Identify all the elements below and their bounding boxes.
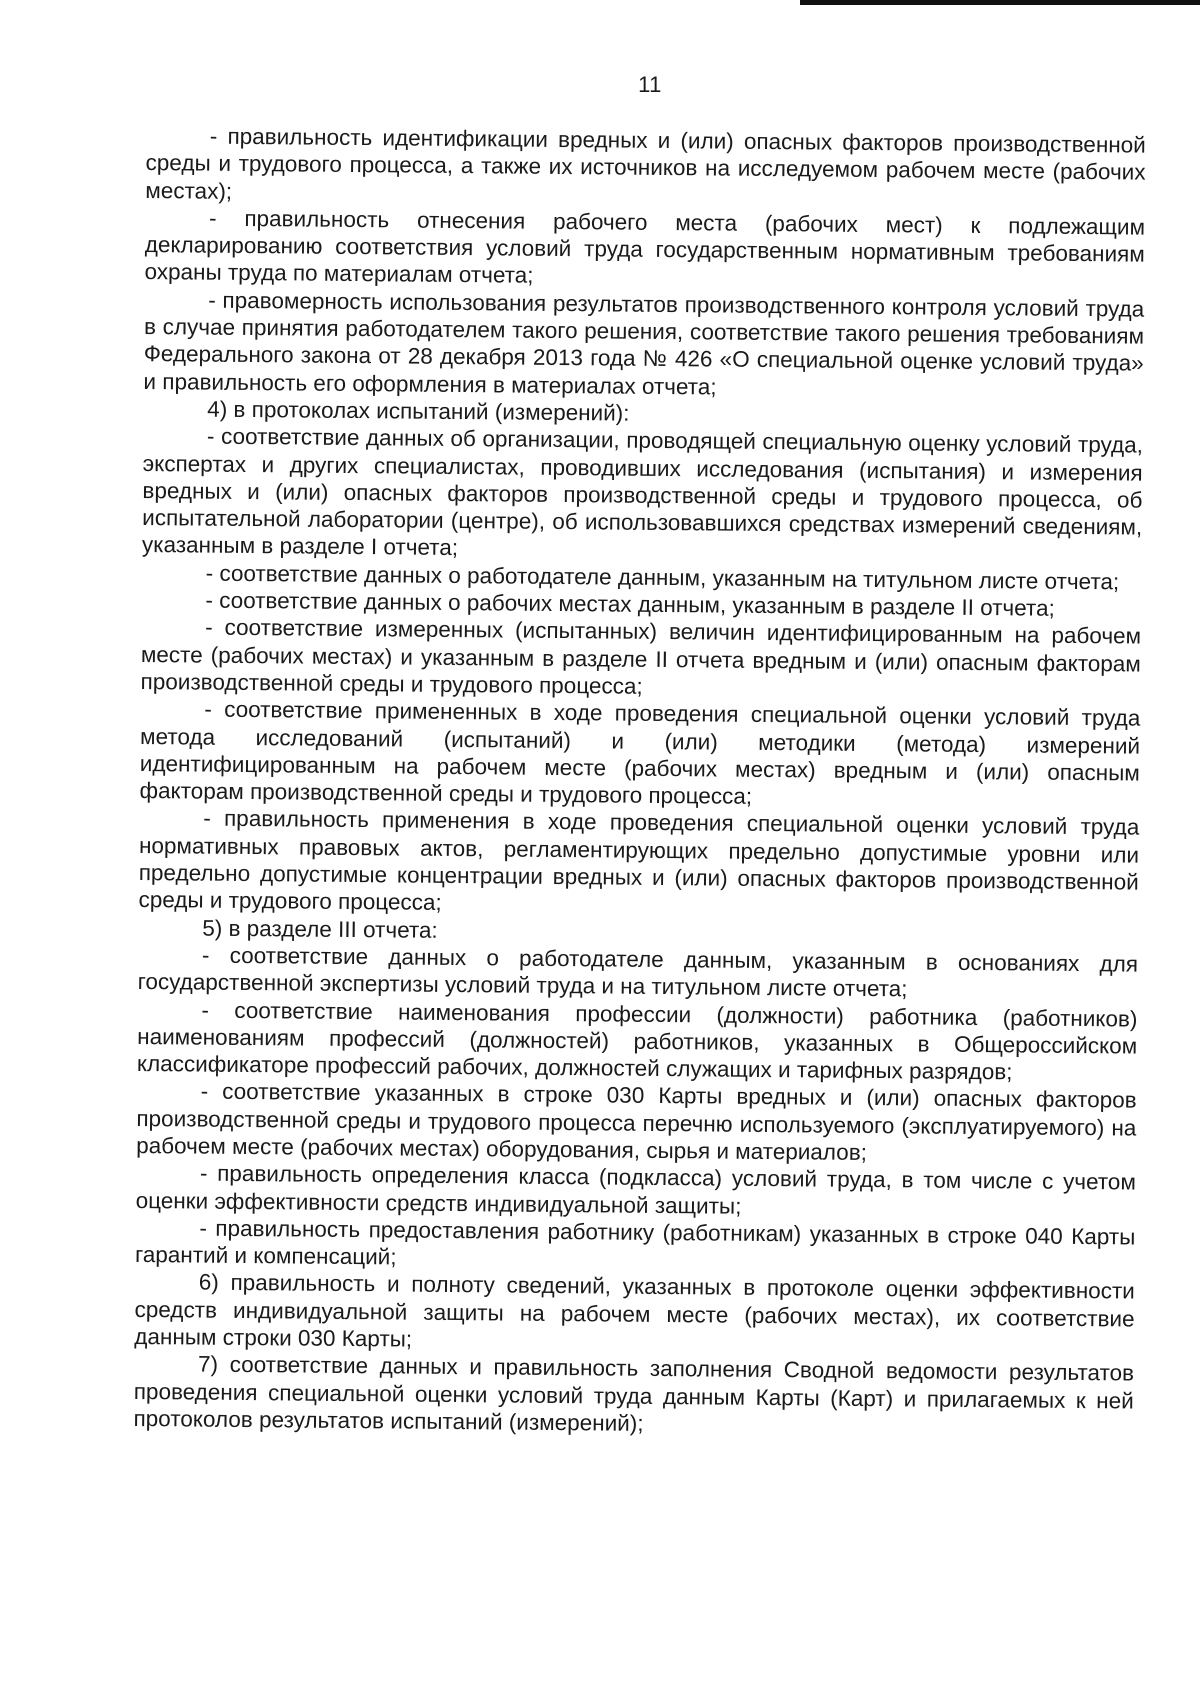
paragraph: - правильность отнесения рабочего места (рабочих мест) к подлежащим декларированию соответствия условий труда государственным нормативным требованиям охраны труда по материалам отчета; [144, 205, 1146, 289]
paragraph: - соответствие данных о работодателе данным, указанным на титульном листе отчета; [205, 560, 1120, 595]
paragraph: - правильность определения класса (подкласса) условий труда, в том числе с учетом оценки эффективности средств индивидуальной защиты; [135, 1160, 1136, 1219]
paragraph: - правильность применения в ходе проведения специальной оценки условий труда нормативных правовых актов, регламентирующих предельно допустимые уровни или предельно допустимые концентрации вредных и (или) опасных факторов производственной среды и трудового процесса; [138, 806, 1140, 916]
paragraph: - соответствие измеренных (испытанных) величин идентифицированным на рабочем месте (рабочих местах) и указанным в разделе II отчета вредным и (или) опасным факторам производственной среды и трудового процесса; [140, 614, 1142, 699]
paragraph: - соответствие примененных в ходе проведения специальной оценки условий труда метода исследований (испытаний) и (или) методики (метода) измерений идентифицированным на рабочем месте (рабочих местах) вредным и (или) опасным факторам производственной среды и трудового процесса; [139, 696, 1141, 809]
paragraph: - соответствие данных об организации, проводящей специальную оценку условий труда, экспертах и других специалистах, проводивших исследования (испытания) и измерения вредных и (или) опасных факторов производственной среды и трудового процесса, об испытательной лаборатории (центре), об использовавшихся средствах измерений сведениям, указанным в разделе I отчета; [141, 423, 1144, 561]
paragraph: - соответствие указанных в строке 030 Карты вредных и (или) опасных факторов производственной среды и трудового процесса перечню используемого (эксплуатируемого) на рабочем месте (рабочих местах) оборудования, сырья и материалов; [136, 1078, 1137, 1165]
paragraph: - соответствие наименования профессии (должности) работника (работников) наименованиям профессий (должностей) работников, указанных в Общероссийском классификаторе профессий рабочих, должностей служащих и тарифных разрядов; [136, 997, 1138, 1085]
paragraph: - правильность предоставления работнику (работникам) указанных в строке 040 Карты гарантий и компенсаций; [135, 1215, 1136, 1270]
paragraph: - соответствие данных о рабочих местах данным, указанным в разделе II отчета; [205, 587, 1055, 621]
paragraph: - соответствие данных о работодателе данным, указанным в основаниях для государственной экспертизы условий труда и на титульном листе отчета; [137, 942, 1139, 1002]
scan-edge-mark [800, 0, 1200, 5]
paragraph: 6) правильность и полноту сведений, указанных в протоколе оценки эффективности средств индивидуальной защиты на рабочем месте (рабочих местах), их соответствие данным строки 030 Карты; [134, 1270, 1135, 1352]
page-number: 11 [638, 72, 662, 97]
paragraph: 7) соответствие данных и правильность заполнения Сводной ведомости результатов проведения специальной оценки условий труда данным Карты (Карт) и прилагаемых к ней протоколов результатов испытаний (измерений); [133, 1351, 1135, 1436]
body-text [133, 122, 1146, 1442]
paragraph: - правомерность использования результатов производственного контроля условий труда в случае принятия работодателем такого решения, соответствие такого решения требованиям Федерального закона от 28 декабря 2013 года № 426 «О специальной оценке условий труда» и правильность его оформления в материалах отчета; [143, 287, 1145, 400]
paragraph: - правильность идентификации вредных и (или) опасных факторов производственной среды и трудового процесса, а также их источников на исследуемом рабочем месте (рабочих местах); [145, 123, 1146, 204]
section-heading: 5) в разделе III отчета: [202, 915, 438, 943]
section-heading: 4) в протоколах испытаний (измерений): [207, 396, 630, 426]
